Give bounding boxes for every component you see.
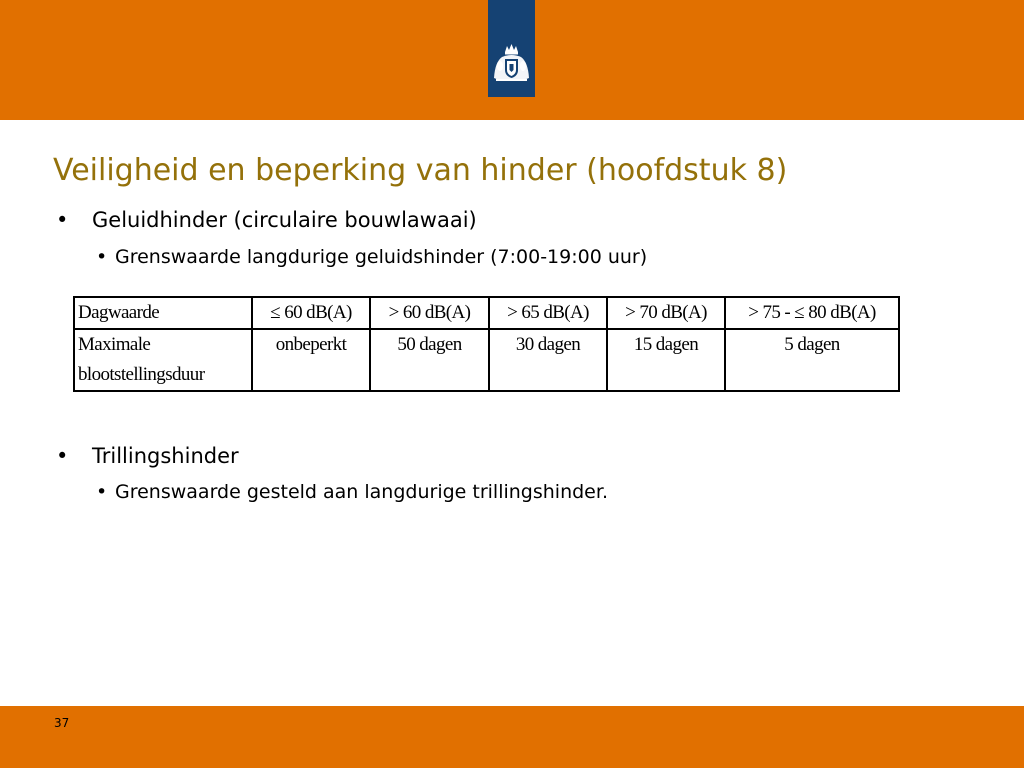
bullet-marker: •	[56, 208, 69, 232]
footer-bar	[0, 706, 1024, 768]
table-row	[74, 329, 899, 391]
row-label-line: Maximale	[78, 334, 151, 355]
coat-of-arms-icon	[488, 0, 535, 97]
row-label-line: blootstellingsduur	[78, 364, 205, 385]
bullet-text: Trillingshinder	[92, 444, 239, 468]
table-header-cell: > 75 - ≤ 80 dB(A)	[725, 297, 899, 329]
bullet-text: Geluidhinder (circulaire bouwlawaai)	[92, 208, 477, 232]
table-cell: 50 dagen	[370, 329, 489, 391]
table-header-cell: > 60 dB(A)	[370, 297, 489, 329]
page-number: 37	[54, 716, 70, 730]
table-header-cell: > 65 dB(A)	[489, 297, 607, 329]
table-header-cell: ≤ 60 dB(A)	[252, 297, 370, 329]
table-cell: onbeperkt	[252, 329, 370, 391]
logo	[488, 0, 535, 97]
table-header-cell: > 70 dB(A)	[607, 297, 725, 329]
bullet-marker: •	[96, 246, 108, 268]
bullet-marker: •	[56, 444, 69, 468]
bullet-marker: •	[96, 481, 108, 503]
sub-bullet-text: Grenswaarde gesteld aan langdurige trillingshinder.	[115, 481, 608, 503]
table-cell: 5 dagen	[725, 329, 899, 391]
noise-limits-table	[73, 296, 900, 392]
slide-title: Veiligheid en beperking van hinder (hoofdstuk 8)	[53, 153, 788, 188]
table-row-label	[74, 329, 252, 391]
table-cell: 15 dagen	[607, 329, 725, 391]
header-bar	[0, 0, 1024, 120]
sub-bullet-text: Grenswaarde langdurige geluidshinder (7:00-19:00 uur)	[115, 246, 648, 268]
table-header-row	[74, 297, 899, 329]
table-header-cell: Dagwaarde	[74, 297, 252, 329]
table-cell: 30 dagen	[489, 329, 607, 391]
